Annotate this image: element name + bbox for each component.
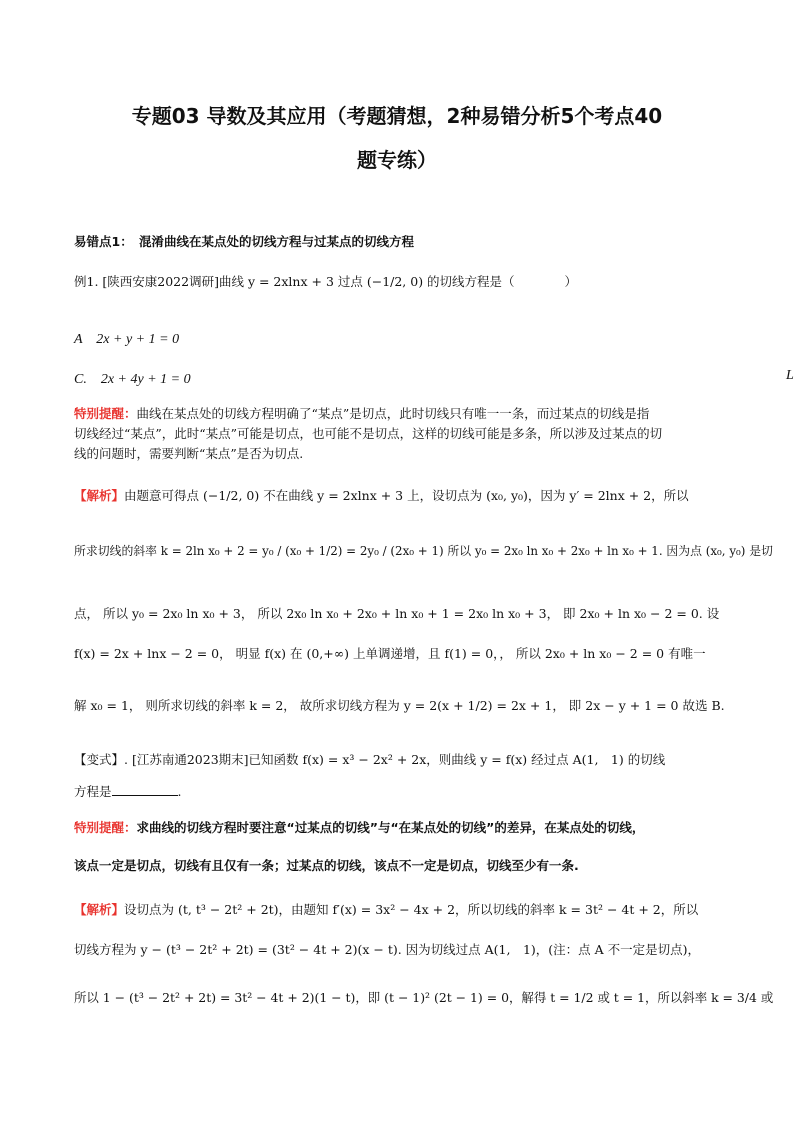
solution-1-line-1 (74, 486, 689, 504)
option-a: A 2x + y + 1 = 0 (74, 332, 180, 347)
solution-1-line-2: 所求切线的斜率 k = 2ln x₀ + 2 = y₀ / (x₀ + 1/2) = 2y₀ / (2x₀ + 1) 所以 y₀ = 2x₀ ln x₀ + 2x₀ + ln x₀ + 1. 因为点 (x₀, y₀) 是切 (74, 544, 773, 558)
variant-line-1 (74, 750, 665, 768)
solution-1-line-4: f(x) = 2x + lnx − 2 = 0， 明显 f(x) 在 (0,+∞) 上单调递增，且 f(1) = 0，， 所以 2x₀ + ln x₀ − 2 = 0 有唯一 (74, 646, 706, 661)
solution-2-line-2: 切线方程为 y − (t³ − 2t² + 2t) = (3t² − 4t + 2)(x − t). 因为切线过点 A(1, 1)，(注：点 A 不一定是切点)， (74, 942, 701, 957)
mistake-1-heading: 易错点1： 混淆曲线在某点处的切线方程与过某点的切线方程 (74, 234, 414, 249)
title-line-2: 题专练） (357, 148, 437, 172)
solution-1-label: 【解析】 (74, 488, 125, 503)
tip-1-line-2: 切线经过“某点”，此时“某点”可能是切点，也可能不是切点，这样的切线可能是多条，所以涉及过某点的切 (74, 426, 663, 441)
side-mark: L (786, 368, 794, 383)
example-1: 例1. [陕西安康2022调研]曲线 y = 2xlnx + 3 过点 (−1/2, 0) 的切线方程是（ ） (74, 274, 578, 289)
solution-2-line-1 (74, 900, 698, 918)
document-title (60, 94, 734, 182)
variant-text-1: . [江苏南通2023期末]已知函数 f(x) = x³ − 2x² + 2x，则曲线 y = f(x) 经过点 A(1, 1) 的切线 (124, 752, 666, 767)
variant-text-2-end: . (177, 784, 182, 799)
tip-1-line-1 (74, 404, 649, 422)
answer-blank (112, 783, 178, 796)
solution-2-text-1: 设切点为 (t, t³ − 2t² + 2t)，由题知 f′(x) = 3x² − 4x + 2，所以切线的斜率 k = 3t² − 4t + 2，所以 (124, 902, 699, 917)
solution-2-label: 【解析】 (74, 902, 125, 917)
solution-2-line-3: 所以 1 − (t³ − 2t² + 2t) = 3t² − 4t + 2)(1 − t)，即 (t − 1)² (2t − 1) = 0，解得 t = 1/2 或 t = 1，所以斜率 k = 3/4 或 (74, 990, 774, 1005)
variant-line-2 (74, 782, 182, 800)
tip-2-text-1: 求曲线的切线方程时要注意“过某点的切线”与“在某点处的切线”的差异，在某点处的切线， (136, 820, 645, 835)
option-c: C. 2x + 4y + 1 = 0 (74, 372, 191, 387)
variant-text-2: 方程是 (74, 784, 112, 799)
tip-2-line-1 (74, 818, 644, 836)
solution-1-line-3: 点， 所以 y₀ = 2x₀ ln x₀ + 3， 所以 2x₀ ln x₀ + 2x₀ + ln x₀ + 1 = 2x₀ ln x₀ + 3， 即 2x₀ + ln x₀ − 2 = 0. 设 (74, 606, 720, 621)
solution-1-line-5: 解 x₀ = 1， 则所求切线的斜率 k = 2， 故所求切线方程为 y = 2(x + 1/2) = 2x + 1， 即 2x − y + 1 = 0 故选 B. (74, 698, 725, 713)
variant-label: 【变式】 (74, 752, 125, 767)
solution-1-text-1: 由题意可得点 (−1/2, 0) 不在曲线 y = 2xlnx + 3 上，设切点为 (x₀, y₀)，因为 y′ = 2lnx + 2，所以 (124, 488, 689, 503)
title-line-1: 专题03 导数及其应用（考题猜想，2种易错分析5个考点40 (131, 104, 663, 128)
tip-2-label: 特别提醒： (74, 820, 137, 835)
tip-1-text-1: 曲线在某点处的切线方程明确了“某点”是切点，此时切线只有唯一一条，而过某点的切线是指 (136, 406, 650, 421)
tip-2-line-2: 该点一定是切点，切线有且仅有一条；过某点的切线，该点不一定是切点，切线至少有一条. (74, 858, 579, 873)
tip-1-label: 特别提醒： (74, 406, 137, 421)
tip-1-line-3: 线的问题时，需要判断“某点”是否为切点. (74, 446, 304, 461)
